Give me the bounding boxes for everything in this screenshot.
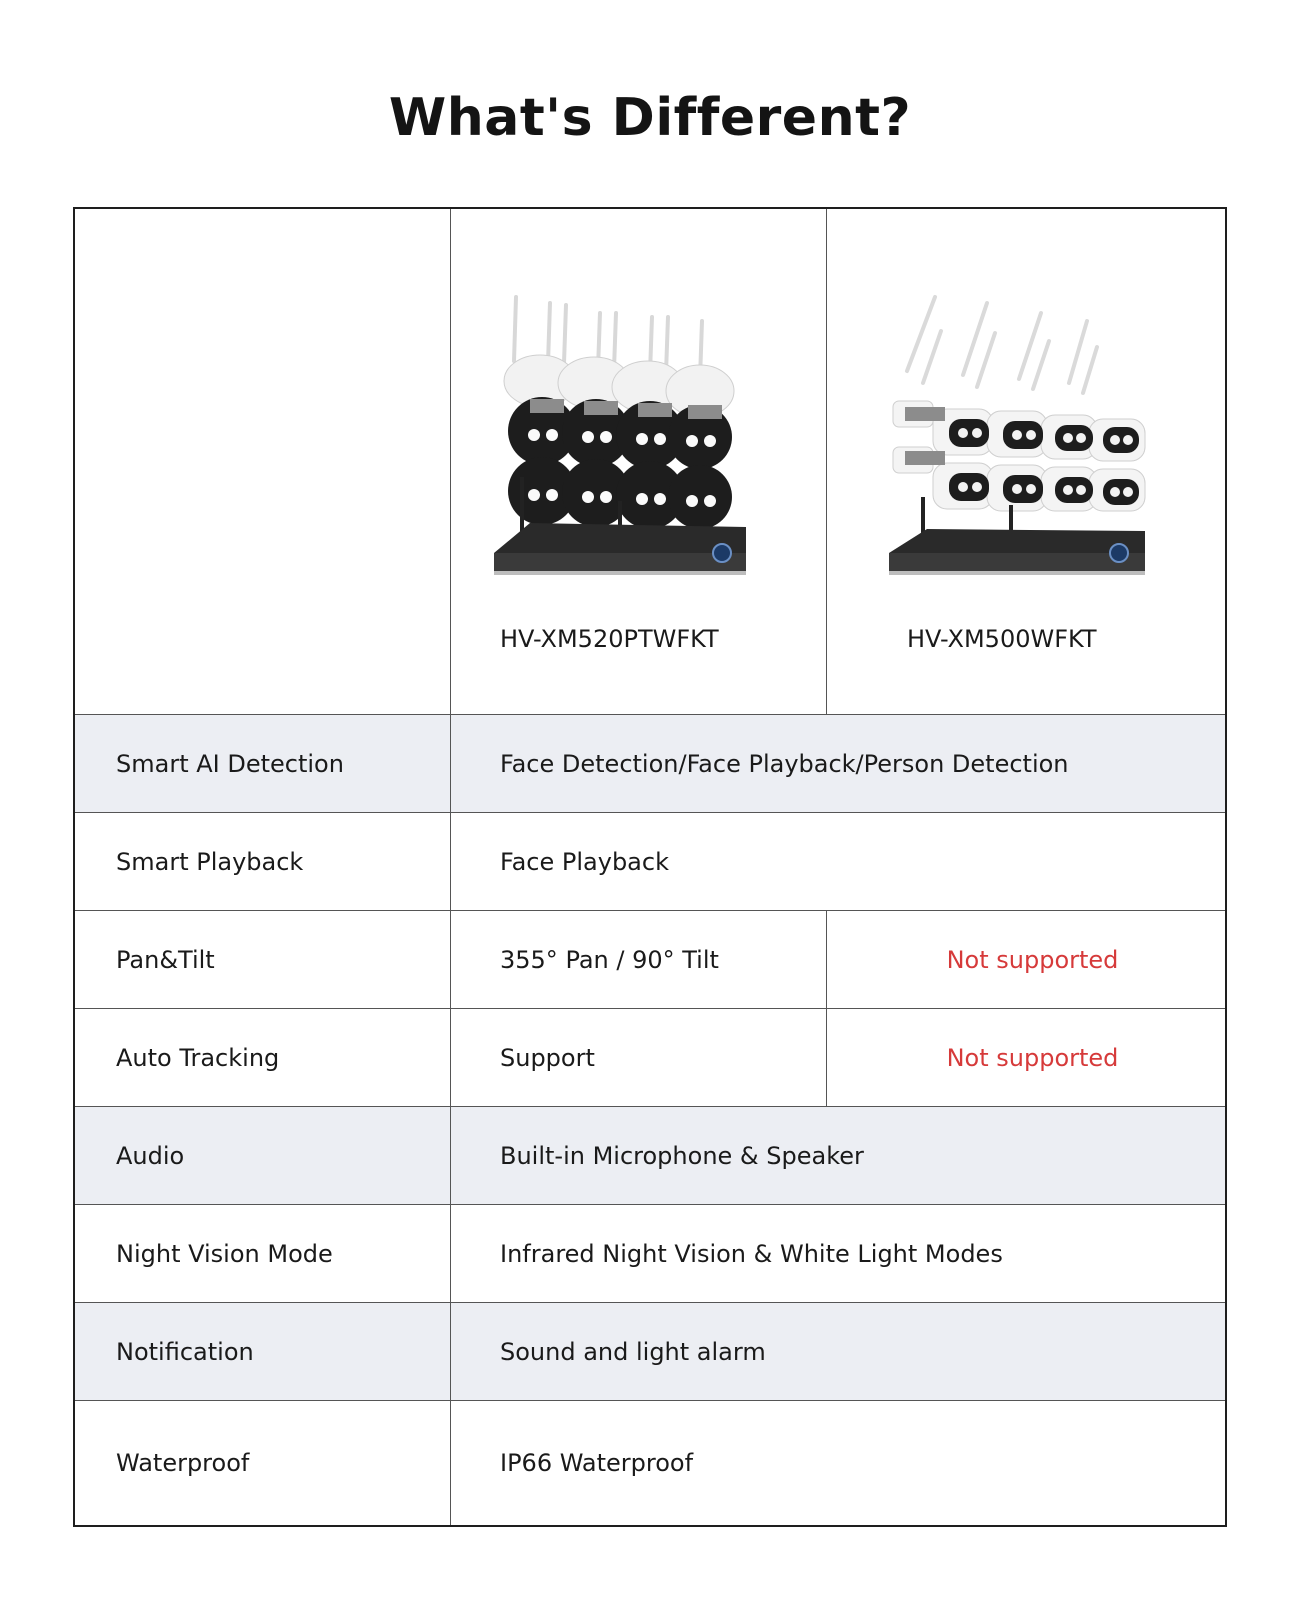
row-divider: [75, 1008, 1225, 1009]
row-audio: [75, 1107, 1225, 1205]
ptz-dome-camera-kit-icon: [490, 291, 750, 581]
row-value-model-2: Not supported: [946, 946, 1119, 974]
row-value: Face Detection/Face Playback/Person Detection: [500, 750, 1069, 778]
row-divider: [75, 1106, 1225, 1107]
column-divider: [826, 911, 827, 1107]
bullet-camera-kit-icon: [883, 291, 1153, 581]
product-model-2: HV-XM500WFKT: [907, 625, 1097, 653]
row-value: Face Playback: [500, 848, 669, 876]
row-night-vision-mode: [75, 1205, 1225, 1303]
row-auto-tracking: [75, 1009, 1225, 1107]
comparison-table: [73, 207, 1227, 1527]
row-label: Waterproof: [116, 1449, 250, 1477]
row-value: Infrared Night Vision & White Light Modes: [500, 1240, 1003, 1268]
row-value-model-1: 355° Pan / 90° Tilt: [500, 946, 719, 974]
row-value: Built-in Microphone & Speaker: [500, 1142, 864, 1170]
row-value: IP66 Waterproof: [500, 1449, 694, 1477]
row-label: Night Vision Mode: [116, 1240, 333, 1268]
row-value-model-1: Support: [500, 1044, 595, 1072]
column-divider: [450, 209, 451, 1525]
row-label: Audio: [116, 1142, 185, 1170]
row-label: Auto Tracking: [116, 1044, 280, 1072]
row-divider: [75, 714, 1225, 715]
page-title: What's Different?: [388, 88, 912, 148]
product-model-1: HV-XM520PTWFKT: [500, 625, 719, 653]
row-divider: [75, 1400, 1225, 1401]
row-label: Smart Playback: [116, 848, 304, 876]
row-divider: [75, 812, 1225, 813]
column-divider: [826, 209, 827, 715]
row-label: Notification: [116, 1338, 254, 1366]
row-waterproof: [75, 1401, 1225, 1525]
row-divider: [75, 1204, 1225, 1205]
row-divider: [75, 1302, 1225, 1303]
row-label: Smart AI Detection: [116, 750, 344, 778]
row-notification: [75, 1303, 1225, 1401]
row-smart-playback: [75, 813, 1225, 911]
row-value: Sound and light alarm: [500, 1338, 766, 1366]
row-divider: [75, 910, 1225, 911]
row-smart-ai-detection: [75, 715, 1225, 813]
row-value-model-2: Not supported: [946, 1044, 1119, 1072]
row-pan-tilt: [75, 911, 1225, 1009]
row-label: Pan&Tilt: [116, 946, 215, 974]
